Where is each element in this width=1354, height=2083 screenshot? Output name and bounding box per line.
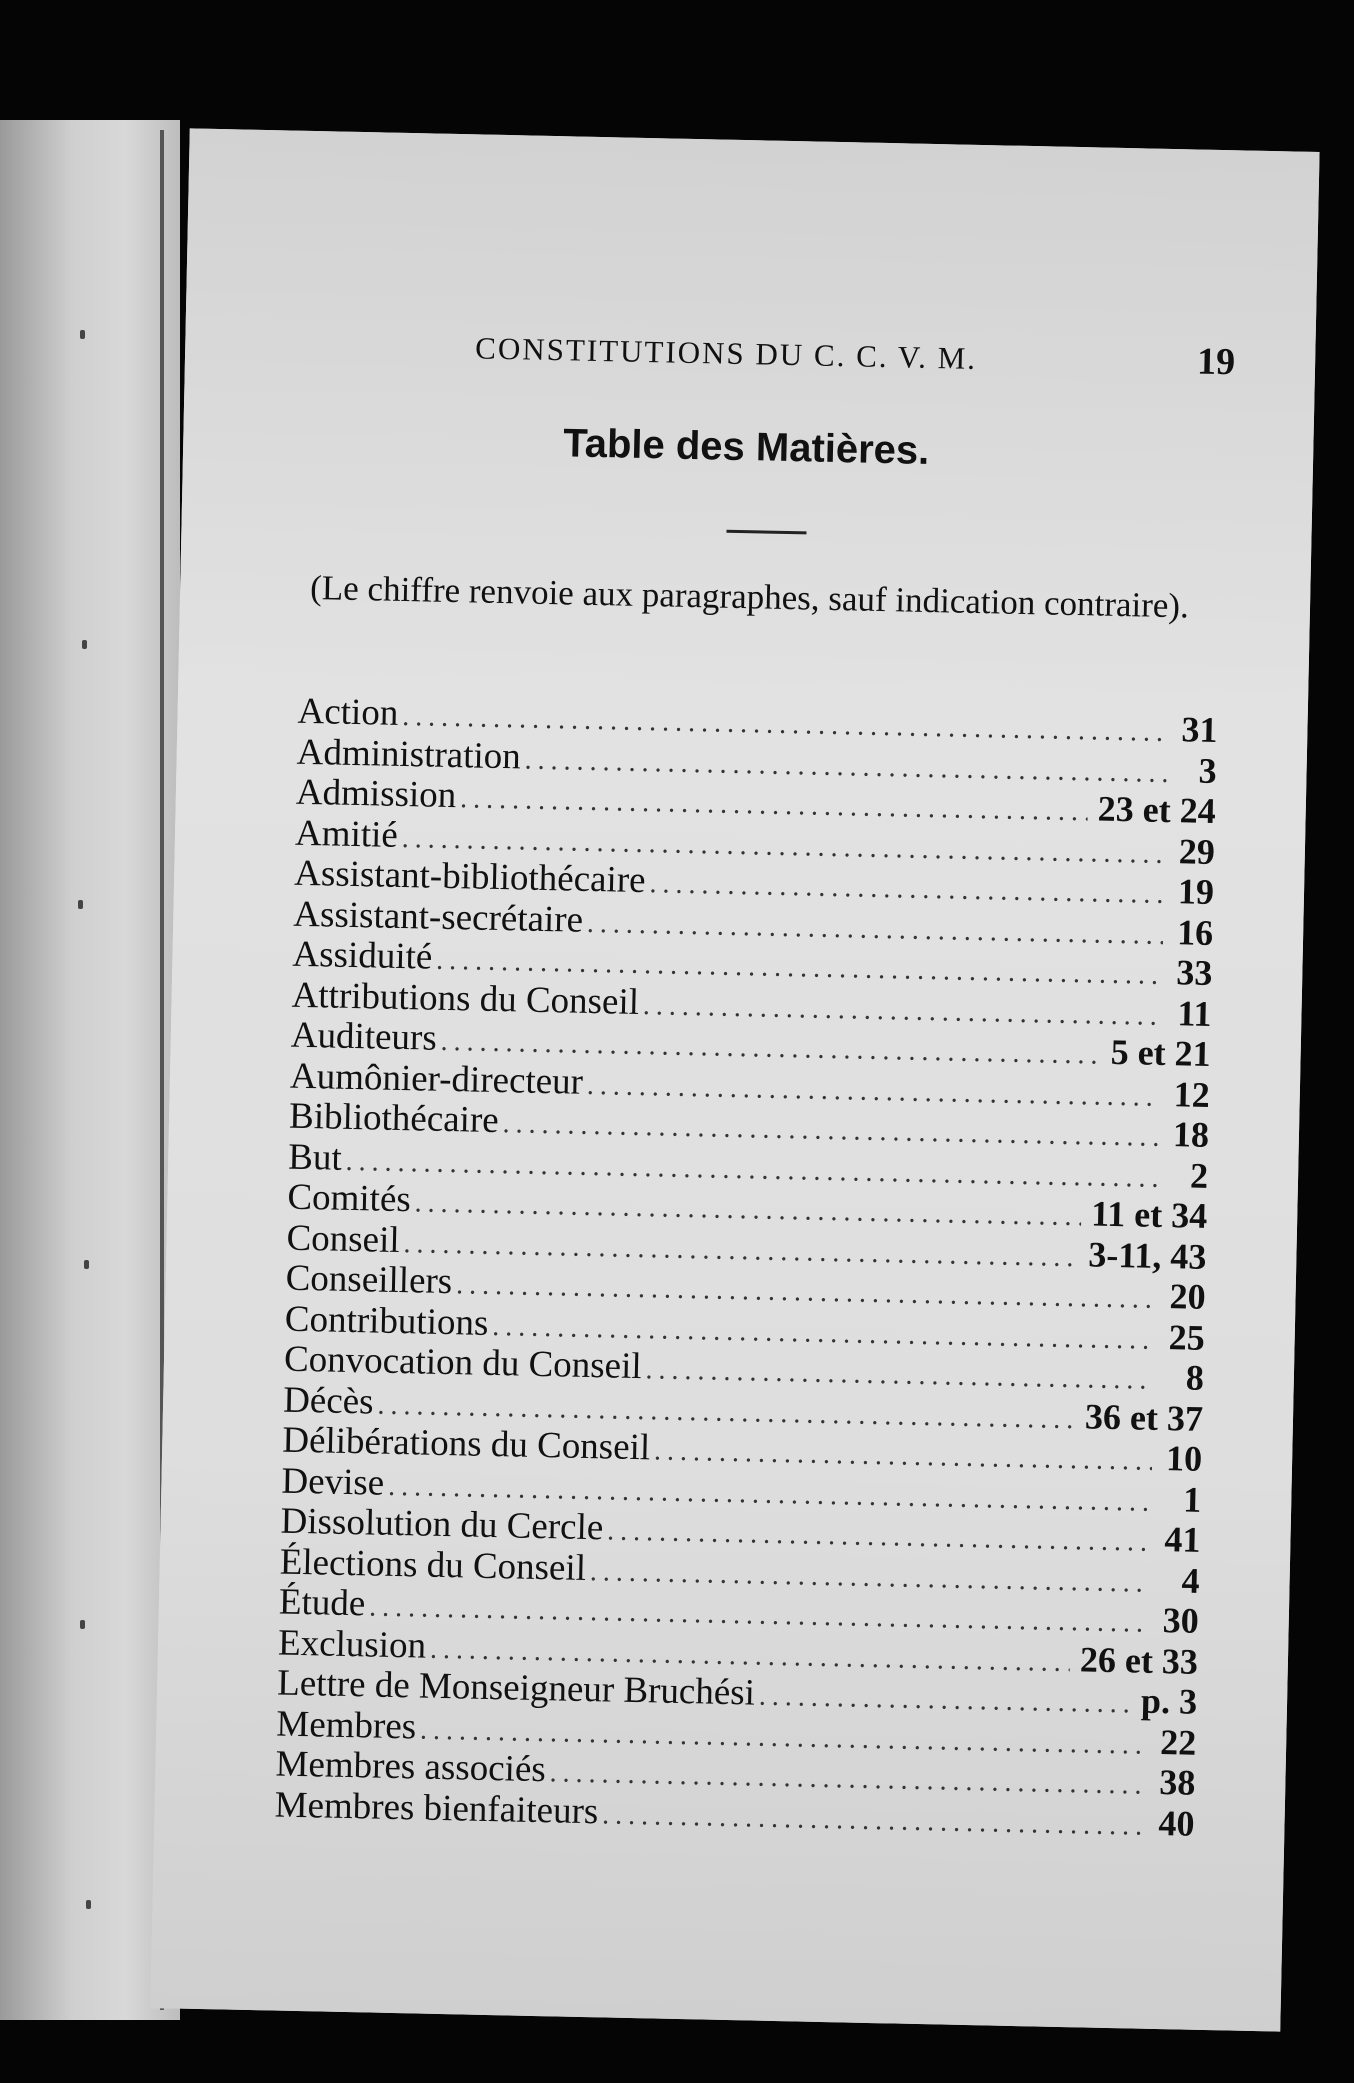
margin-speck xyxy=(80,1620,85,1629)
toc-entry-reference: 10 xyxy=(1165,1438,1203,1479)
toc-entry-label: Convocation du Conseil xyxy=(283,1338,643,1388)
toc-entry-label: Contributions xyxy=(284,1298,489,1344)
margin-speck xyxy=(84,1260,89,1269)
toc-entry-label: Aumônier-directeur xyxy=(289,1055,584,1103)
toc-entry-reference: 41 xyxy=(1164,1519,1201,1560)
toc-entry-label: Amitié xyxy=(294,812,399,856)
toc-entry-reference: 29 xyxy=(1178,830,1216,872)
page-header xyxy=(475,324,1236,384)
toc-entry-reference: 30 xyxy=(1162,1600,1200,1641)
toc-entry-reference: 3 xyxy=(1198,750,1218,791)
toc-entry-reference: 25 xyxy=(1168,1316,1206,1358)
toc-entry-reference: 40 xyxy=(1158,1802,1195,1844)
toc-entry-label: Membres xyxy=(275,1703,417,1747)
toc-entry-label: Comités xyxy=(287,1176,412,1221)
toc-entry-label: Attributions du Conseil xyxy=(291,974,640,1023)
toc-entry-reference: 11 et 34 xyxy=(1090,1193,1208,1236)
toc-entry-reference: 11 xyxy=(1177,992,1212,1034)
toc-entry-label: Conseillers xyxy=(285,1257,453,1303)
toc-entry-reference: 33 xyxy=(1175,952,1213,993)
running-title: CONSTITUTIONS DU C. C. V. M. xyxy=(474,330,978,376)
margin-speck xyxy=(82,640,87,649)
toc-entry-reference: 8 xyxy=(1185,1357,1205,1398)
toc-list xyxy=(274,691,1218,1844)
toc-entry-reference: 16 xyxy=(1176,911,1214,953)
toc-entry-label: Action xyxy=(297,690,399,734)
toc-entry-label: Bibliothécaire xyxy=(288,1095,500,1142)
toc-intro-note: (Le chiffre renvoie aux paragraphes, sauf indication contraire). xyxy=(309,568,1190,626)
margin-speck xyxy=(78,900,83,909)
toc-entry-label: Dissolution du Cercle xyxy=(280,1500,604,1549)
toc-entry-label: Administration xyxy=(296,731,522,777)
toc-entry-label: Conseil xyxy=(286,1217,401,1261)
toc-entry-label: But xyxy=(287,1136,343,1179)
toc-entry-reference: 18 xyxy=(1172,1114,1210,1155)
toc-entry-reference: 19 xyxy=(1177,871,1215,912)
margin-speck xyxy=(80,330,85,339)
toc-entry-reference: 3-11, 43 xyxy=(1088,1233,1207,1277)
toc-entry-label: Devise xyxy=(281,1460,385,1504)
toc-entry-label: Délibérations du Conseil xyxy=(281,1419,651,1469)
book-page xyxy=(150,128,1319,2031)
toc-entry-label: Lettre de Monseigneur Bruchési xyxy=(276,1662,756,1714)
toc-entry-reference: 26 et 33 xyxy=(1079,1638,1199,1682)
toc-entry-reference: 23 et 24 xyxy=(1097,788,1217,832)
title-rule xyxy=(726,530,806,535)
toc-title: Table des Matières. xyxy=(562,421,930,473)
toc-entry-reference: 38 xyxy=(1158,1762,1196,1803)
toc-entry-reference: p. 3 xyxy=(1140,1680,1198,1722)
toc-entry-label: Assistant-bibliothécaire xyxy=(293,852,647,902)
toc-entry-label: Auditeurs xyxy=(290,1014,438,1059)
toc-entry-label: Élections du Conseil xyxy=(279,1541,587,1589)
toc-entry-label: Exclusion xyxy=(277,1622,427,1667)
toc-entry-reference: 4 xyxy=(1181,1559,1201,1601)
page-number: 19 xyxy=(1196,340,1236,384)
toc-entry-label: Membres bienfaiteurs xyxy=(274,1784,599,1832)
toc-entry-reference: 1 xyxy=(1182,1478,1202,1520)
toc-entry-label: Membres associés xyxy=(275,1743,547,1791)
toc-entry-label: Assistant-secrétaire xyxy=(292,893,584,941)
previous-page-edge xyxy=(0,120,180,2020)
toc-entry-reference: 5 et 21 xyxy=(1110,1031,1212,1074)
toc-entry-reference: 22 xyxy=(1159,1721,1197,1763)
toc-entry-reference: 12 xyxy=(1173,1073,1211,1115)
dot-leader xyxy=(758,1677,1131,1725)
toc-entry-label: Étude xyxy=(278,1581,366,1625)
toc-entry-label: Assiduité xyxy=(292,933,433,978)
toc-entry-reference: 20 xyxy=(1169,1276,1206,1317)
toc-entry-reference: 31 xyxy=(1181,709,1218,751)
toc-entry-reference: 36 et 37 xyxy=(1084,1395,1204,1439)
margin-speck xyxy=(86,1900,91,1909)
toc-entry-reference: 2 xyxy=(1189,1155,1209,1196)
toc-entry-label: Admission xyxy=(295,771,457,817)
toc-entry-label: Décès xyxy=(282,1379,375,1422)
